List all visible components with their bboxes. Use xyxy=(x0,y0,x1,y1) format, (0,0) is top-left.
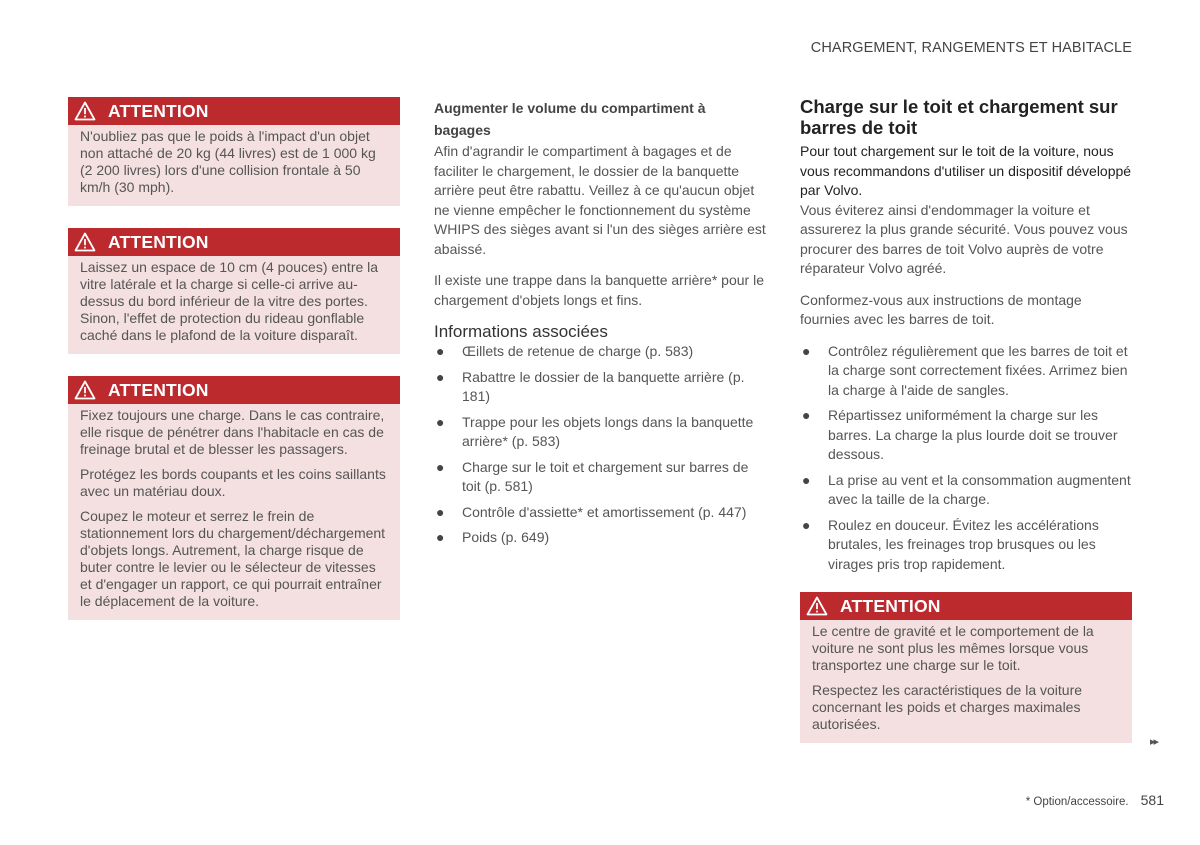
bullet-icon: ● xyxy=(802,516,811,533)
body-paragraph: Vous éviterez ainsi d'endommager la voiture et assurerez la plus grande sécurité. Vous pouvez vous procurer des barres de toit Volvo auprès de votre réparateur Volvo agréé. xyxy=(800,201,1128,276)
warning-header xyxy=(800,592,1132,620)
warning-header xyxy=(68,376,400,404)
warning-title: ATTENTION xyxy=(840,595,941,616)
warning-triangle-icon xyxy=(74,380,96,400)
lead-paragraph: Pour tout chargement sur le toit de la voiture, nous vous recommandons d'utiliser un dispositif développé par Volvo. xyxy=(800,143,1132,198)
bullet-icon: ● xyxy=(802,407,811,423)
list-item: ● Contrôlez régulièrement que les barres de toit et la charge sont correctement fixées. Arrimez bien la charge à l'aide de sangles. xyxy=(802,342,1128,398)
list-item: ● Répartissez uniformément la charge sur les barres. La charge la plus lourde doit se trouver dessous. xyxy=(802,407,1118,462)
bullet-icon: ● xyxy=(436,368,445,385)
continue-next-page-icon[interactable]: ▸▸ xyxy=(1150,736,1158,748)
warning-triangle-icon xyxy=(806,596,828,616)
related-links-list xyxy=(434,342,766,548)
warning-body xyxy=(800,620,1132,733)
warning-text: Protégez les bords coupants et les coins saillants avec un matériau doux. xyxy=(80,466,386,499)
related-link[interactable]: ● Œillets de retenue de charge (p. 583) xyxy=(434,342,766,362)
warning-header xyxy=(68,228,400,256)
section-heading: Charge sur le toit et chargement sur barres de toit xyxy=(800,96,1118,138)
warning-text: Coupez le moteur et serrez le frein de stationnement lors du chargement/déchargement d'objets longs. Autrement, la charge risque de buter contre le levier ou le sélecteur de vitesses et d'engager un rapport, ce qui pourrait entraîner le déplacement de la voiture. xyxy=(80,508,386,609)
bullet-icon: ● xyxy=(802,471,811,488)
page-number: 581 xyxy=(1140,792,1164,808)
right-column xyxy=(800,97,1132,765)
related-link[interactable]: ● Rabattre le dossier de la banquette arrière (p. 181) xyxy=(436,368,745,404)
body-paragraph: Afin d'agrandir le compartiment à bagages et de faciliter le chargement, le dossier de la banquette arrière peut être rabattu. Veillez à ce qu'aucun objet ne vienne empêcher le fonctionnement du système WHIPS des sièges avant si l'un des sièges arrière est abaissé. xyxy=(434,143,766,257)
middle-column xyxy=(434,97,766,554)
bullet-icon: ● xyxy=(436,413,445,430)
warning-body xyxy=(68,404,400,610)
warning-triangle-icon xyxy=(74,232,96,252)
bullet-icon: ● xyxy=(436,503,445,520)
warning-box xyxy=(68,228,400,354)
subsection-heading: Augmenter le volume du compartiment à bagages xyxy=(434,100,706,138)
warning-text: Respectez les caractéristiques de la voiture concernant les poids et charges maximales autorisées. xyxy=(812,682,1083,732)
body-paragraph: Il existe une trappe dans la banquette arrière* pour le chargement d'objets longs et fins. xyxy=(434,272,764,308)
related-link[interactable]: ● Trappe pour les objets longs dans la banquette arrière* (p. 583) xyxy=(436,413,754,449)
list-item: ● Roulez en douceur. Évitez les accélérations brutales, les freinages trop brusques ou les virages pris trop rapidement. xyxy=(802,516,1099,572)
warning-box xyxy=(68,97,400,206)
bullet-icon: ● xyxy=(436,458,445,475)
warning-box xyxy=(68,376,400,620)
warning-body xyxy=(68,256,400,344)
warning-text: Le centre de gravité et le comportement de la voiture ne sont plus les mêmes lorsque vous transportez une charge sur le toit. xyxy=(812,623,1094,673)
related-link[interactable]: ● Contrôle d'assiette* et amortissement (p. 447) xyxy=(434,503,766,523)
list-item: ● La prise au vent et la consommation augmentent avec la taille de la charge. xyxy=(802,471,1131,507)
left-column xyxy=(68,97,400,642)
warning-triangle-icon xyxy=(74,101,96,121)
warning-text: Laissez un espace de 10 cm (4 pouces) entre la vitre latérale et la charge si celle-ci arrive au-dessus du bord inférieur de la vitre des portes. Sinon, l'effet de protection du rideau gonflable caché dans le plafond de la voiture disparaît. xyxy=(80,259,379,343)
page-footer xyxy=(1026,792,1164,808)
warning-body xyxy=(68,125,400,196)
bullet-icon: ● xyxy=(802,342,811,359)
warning-box xyxy=(800,592,1132,743)
warning-header xyxy=(68,97,400,125)
warning-text: N'oubliez pas que le poids à l'impact d'un objet non attaché de 20 kg (44 livres) est de 1 000 kg (2 200 livres) lors d'une collision frontale à 50 km/h (30 mph). xyxy=(80,128,376,195)
body-paragraph: Conformez-vous aux instructions de montage fournies avec les barres de toit. xyxy=(800,291,1082,327)
related-info-heading: Informations associées xyxy=(434,322,608,341)
footnote: * Option/accessoire. xyxy=(1025,796,1129,808)
bullet-icon: ● xyxy=(436,343,445,359)
warning-title: ATTENTION xyxy=(108,100,209,121)
section-title: CHARGEMENT, RANGEMENTS ET HABITACLE xyxy=(810,40,1132,56)
instruction-list xyxy=(800,342,1132,575)
related-link[interactable]: ● Poids (p. 649) xyxy=(434,528,766,548)
bullet-icon: ● xyxy=(436,529,445,545)
warning-text: Fixez toujours une charge. Dans le cas contraire, elle risque de pénétrer dans l'habitacle en cas de freinage brutal et de blesser les passagers. xyxy=(80,407,385,457)
warning-title: ATTENTION xyxy=(108,231,209,252)
warning-title: ATTENTION xyxy=(108,379,209,400)
related-link[interactable]: ● Charge sur le toit et chargement sur barres de toit (p. 581) xyxy=(436,458,749,494)
